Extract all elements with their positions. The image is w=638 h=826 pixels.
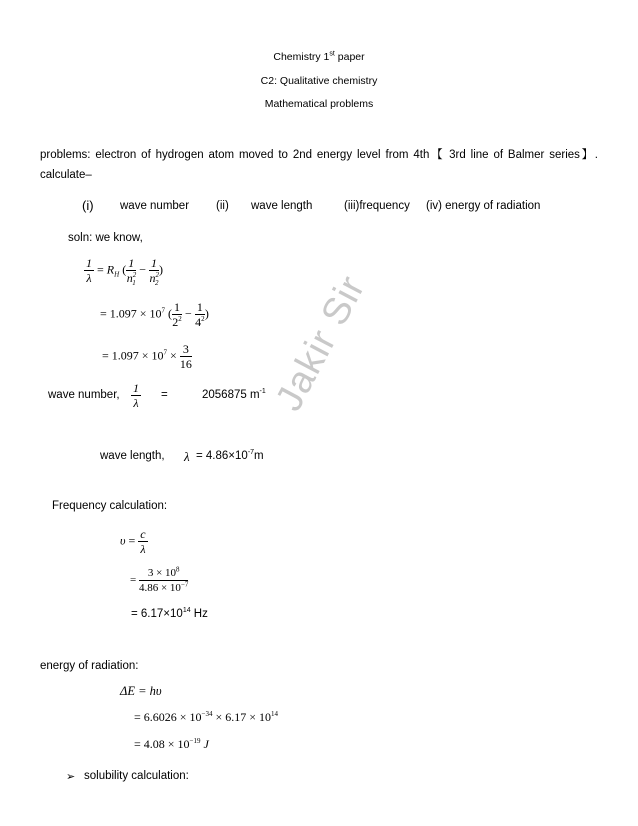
energy-substitution: = $6.6026 \times 10^{-34} \times 6.17 \times 10^{14}$ [134,710,279,724]
c-over-lambda-fraction: $\frac{c}{\lambda}$ [140,527,146,556]
header-line-3: Mathematical problems [264,98,374,110]
item-3: (iii)frequency [344,200,410,212]
wave-length-value: = $4.86\times 10^{-7}m$ [196,449,264,462]
step2-fraction-2: $\frac{1}{4^2}$ [195,300,205,329]
wave-number-label: wave number, [48,389,120,401]
rydberg-formula: $\frac{1}{\lambda}$ = $R_H$ ( $\frac{1}{n^2_1}$ − $\frac{1}{n^2_2}$ ) [86,256,163,288]
arrow-bullet-icon: ➢ [66,771,76,783]
frequency-heading: Frequency calculation: [52,500,168,512]
item-1-label: wave number [120,200,190,212]
watermark: Jakir Sir [268,268,374,418]
energy-formula: ΔE = hυ [120,684,162,698]
item-1-number: (i) [82,198,94,213]
item-2-label: wave length [251,200,313,212]
energy-result: = $4.08 \times 10^{-19}$ J [134,737,209,751]
inverse-lambda-fraction: $\frac{1}{\lambda}$ [86,256,92,285]
calc-step-2: = $1.097 \times 10^7$ ( $\frac{1}{2^2}$ − $\frac{1}{4^2}$ ) [100,300,209,329]
frequency-formula: υ = $\frac{c}{\lambda}$ [120,527,146,556]
item-2-number: (ii) [216,200,229,212]
n1-fraction: $\frac{1}{n^2_1}$ [126,256,137,288]
frequency-result: = $6.17\times 10^{14}$ Hz [131,607,208,620]
header-line-2: C2: Qualitative chemistry [260,75,378,87]
header-line-1: Chemistry 1st paper [273,50,365,63]
problem-statement: problems: electron of hydrogen atom moved to 2nd energy level from 4th【 3rd line of Balmer series】. calculate– [40,149,598,181]
frequency-fraction: $\frac{3 \times 10^8}{4.86 \times 10^{-7}}$ [138,565,189,594]
frequency-substitution: = $\frac{3 \times 10^8}{4.86 \times 10^{-7}}$ [130,565,189,594]
solubility-heading: solubility calculation: [84,770,189,782]
wave-number-equals: = [161,389,168,401]
solution-label: soln: we know, [68,232,143,244]
step3-fraction: $\frac{3}{16}$ [179,342,192,371]
n2-fraction: $\frac{1}{n^2_2}$ [149,256,159,288]
item-4: (iv) energy of radiation [426,200,541,212]
wave-number-fraction: $\frac{1}{\lambda}$ [133,381,139,410]
calc-step-3: = $1.097 \times 10^7$ × $\frac{3}{16}$ [102,342,192,371]
step2-fraction-1: $\frac{1}{2^2}$ [172,300,182,329]
wave-length-symbol: λ [184,449,190,464]
wave-number-value: 2056875 $m^{-1}$ [202,388,266,401]
energy-heading: energy of radiation: [40,660,139,672]
wave-length-label: wave length, [100,450,165,462]
